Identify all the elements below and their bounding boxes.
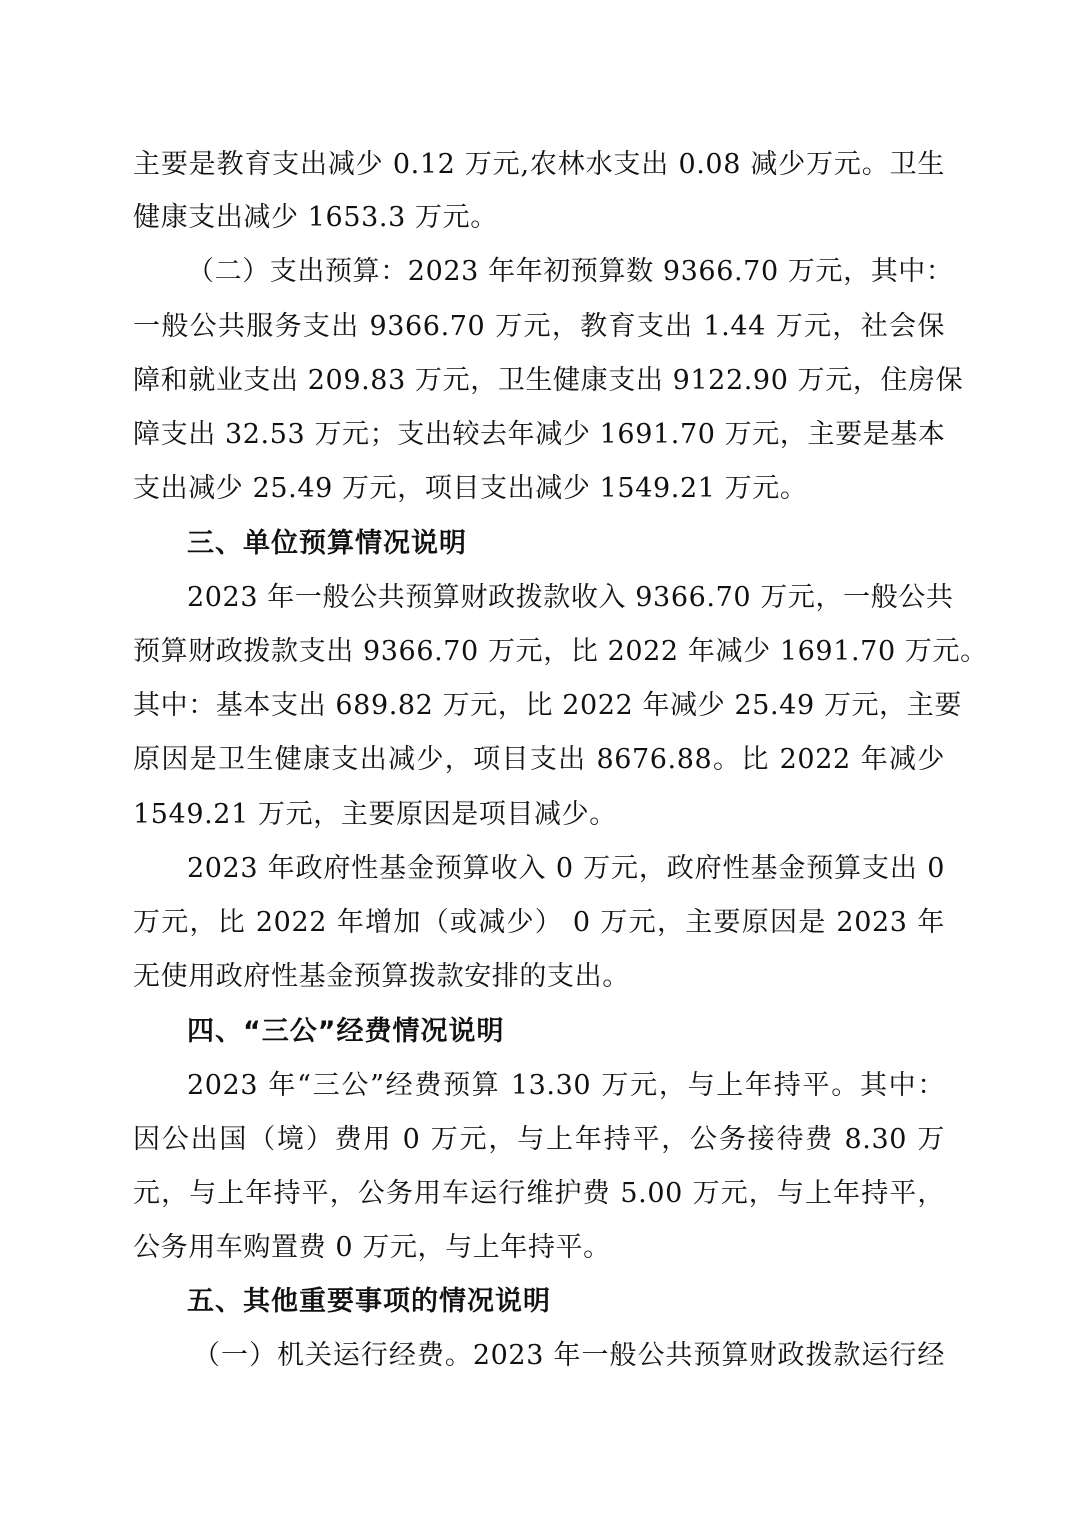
paragraph-line: 障和就业支出 209.83 万元，卫生健康支出 9122.90 万元，住房保 <box>133 365 964 396</box>
paragraph-line: 障支出 32.53 万元；支出较去年减少 1691.70 万元，主要是基本 <box>133 419 946 450</box>
paragraph-line: 2023 年一般公共预算财政拨款收入 9366.70 万元，一般公共 <box>187 582 954 613</box>
paragraph-line: 支出减少 25.49 万元，项目支出减少 1549.21 万元。 <box>133 473 808 504</box>
section-heading: 三、单位预算情况说明 <box>187 528 467 559</box>
paragraph-line: 万元，比 2022 年增加（或减少） 0 万元，主要原因是 2023 年 <box>133 907 945 938</box>
paragraph-line: 原因是卫生健康支出减少，项目支出 8676.88。比 2022 年减少 <box>133 744 945 775</box>
paragraph-line: 主要是教育支出减少 0.12 万元,农林水支出 0.08 减少万元。卫生 <box>133 149 945 180</box>
paragraph-line: 因公出国（境）费用 0 万元，与上年持平，公务接待费 8.30 万 <box>133 1124 945 1155</box>
paragraph-line: 2023 年“三公”经费预算 13.30 万元，与上年持平。其中： <box>187 1070 945 1101</box>
paragraph-line: 健康支出减少 1653.3 万元。 <box>133 202 498 233</box>
paragraph-line: 公务用车购置费 0 万元，与上年持平。 <box>133 1232 611 1263</box>
paragraph-line: 一般公共服务支出 9366.70 万元，教育支出 1.44 万元，社会保 <box>133 311 945 342</box>
section-heading: 五、其他重要事项的情况说明 <box>187 1286 551 1317</box>
section-heading: 四、“三公”经费情况说明 <box>187 1016 505 1047</box>
paragraph-line: 无使用政府性基金预算拨款安排的支出。 <box>133 961 630 992</box>
paragraph-line: （二）支出预算：2023 年年初预算数 9366.70 万元，其中： <box>187 256 954 287</box>
paragraph-line: 2023 年政府性基金预算收入 0 万元，政府性基金预算支出 0 <box>187 853 945 884</box>
paragraph-line: （一）机关运行经费。2023 年一般公共预算财政拨款运行经 <box>193 1340 945 1371</box>
paragraph-line: 预算财政拨款支出 9366.70 万元，比 2022 年减少 1691.70 万元。 <box>133 636 988 667</box>
paragraph-line: 1549.21 万元，主要原因是项目减少。 <box>133 799 617 830</box>
paragraph-line: 其中：基本支出 689.82 万元，比 2022 年减少 25.49 万元，主要 <box>133 690 962 721</box>
paragraph-line: 元，与上年持平，公务用车运行维护费 5.00 万元，与上年持平， <box>133 1178 945 1209</box>
